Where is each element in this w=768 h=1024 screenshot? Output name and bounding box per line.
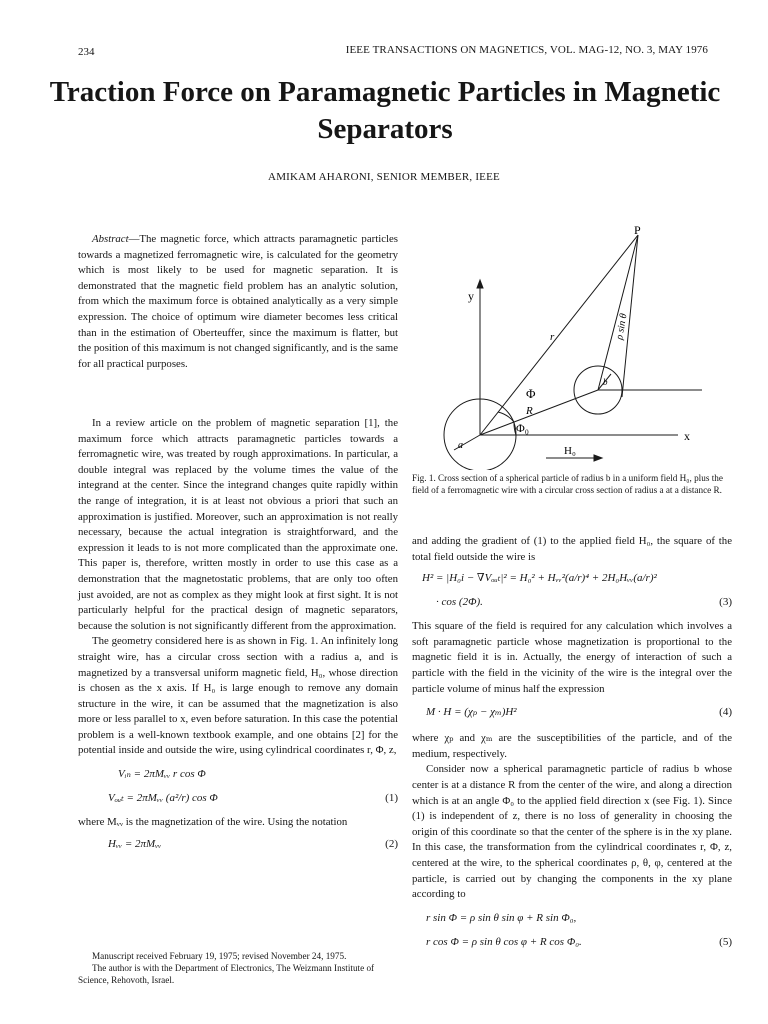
- abstract: [78, 232, 398, 372]
- equation-1a-expr: Vᵢₙ = 2πMᵥᵥ r cos Φ: [118, 768, 206, 781]
- left-column: [78, 416, 398, 861]
- equation-5b: [412, 935, 732, 955]
- equation-4: [412, 705, 732, 725]
- equation-2: [78, 837, 398, 857]
- footnote-received: Manuscript received February 19, 1975; revised November 24, 1975.: [92, 951, 347, 961]
- equation-3b: [412, 595, 732, 615]
- equation-1-number: (1): [385, 792, 398, 805]
- equation-2-expr: Hᵥᵥ = 2πMᵥᵥ: [108, 837, 162, 850]
- journal-header: IEEE TRANSACTIONS ON MAGNETICS, VOL. MAG-12, NO. 3, MAY 1976: [345, 44, 708, 56]
- equation-3a-expr: H² = |H₀i − ∇Vₒᵤₜ|² = H₀² + Hᵥᵥ²(a/r)⁴ + 2H₀Hᵥᵥ(a/r)²: [422, 572, 657, 585]
- left-paragraph-3: where Mᵥᵥ is the magnetization of the wire. Using the notation: [78, 816, 348, 829]
- author-line: AMIKAM AHARONI, SENIOR MEMBER, IEEE: [268, 171, 500, 183]
- label-x: x: [684, 429, 690, 443]
- label-h0: H₀: [564, 445, 576, 457]
- figure-1-caption: Fig. 1. Cross section of a spherical particle of radius b in a uniform field H₀, plus the field of a ferromagnetic wire with a circular cross section of radius a at a distance R.: [412, 473, 723, 496]
- equation-5-number: (5): [719, 935, 732, 948]
- equation-1b: [78, 791, 398, 811]
- equation-1b-expr: Vₒᵤₜ = 2πMᵥᵥ (a²/r) cos Φ: [108, 792, 218, 805]
- equation-3a: [412, 571, 732, 591]
- right-paragraph-1: and adding the gradient of (1) to the applied field H₀, the square of the total field outside the wire is: [412, 535, 732, 563]
- label-r: r: [550, 331, 555, 343]
- label-p: P: [634, 223, 641, 237]
- abstract-text: —The magnetic force, which attracts paramagnetic particles towards a magnetized ferromagnetic wire, is calculated for the geometry which is most likely to be used for magnetic separation. It is demonstrated that the magnetic field problem has an analytic solution, from which the maximum force is obtained analytically as a very simple expression. The choice of optimum wire diameter becomes less critical than in the estimation of Oberteuffer, since the maximum is flatter, but the position of this maximum is not changed significantly, and is the same for all practical purposes.: [78, 233, 398, 370]
- left-paragraph-2: The geometry considered here is as shown in Fig. 1. An infinitely long straight wire, has a circular cross section with a radius a, and is magnetized by a transversal uniform magnetic field, H₀, whose direction is chosen as the x axis. If H₀ is large enough to remove any domain structure in the wire, it can be assumed that the magnetization is also more or less parallel to x, even before saturation. In this case the potential problem is a well-known textbook example, and one obtains [2] for the potential inside and outside the wire, using cylindrical coordinates r, Φ, z,: [78, 635, 398, 757]
- page-number: 234: [78, 46, 95, 58]
- equation-3-number: (3): [719, 596, 732, 609]
- label-a: a: [458, 440, 463, 451]
- label-R: R: [526, 405, 533, 417]
- left-paragraph-1: In a review article on the problem of magnetic separation [1], the maximum force which attracts paramagnetic particles towards a ferromagnetic wire, was treated by rough approximations. In particular, a double integral was replaced by the volume times the value of the integrand at the center. Since the integrand changes quite rapidly within the range of integration, it is at least not obvious a priori that such an approximation is justified. Moreover, such an approximation is not really necessary, because the actual integration is straightforward, and the expression it leads to is not more complicated than the approximate one. This paper is, therefore, written mostly in order to use this case as a demonstration that the magnetostatic problems, that are only too often just avoided, are not as complex as they might look at first sight. It is not particularly helpful for the practical design of magnetic separators, because the solution is not significantly different from the approximation.: [78, 417, 398, 632]
- label-rho-sin-theta: ρ sin θ: [614, 312, 630, 341]
- right-paragraph-4: Consider now a spherical paramagnetic particle of radius b whose center is at a distance R from the center of the wire, and along a direction which is at an angle Φ₀ to the applied field direction x (see Fig. 1). Since (1) is independent of z, there is no loss of generality in choosing the origin of this coordinate so that the center of the sphere is in the xy plane. In this case, the transformation from the cylindrical coordinates r, Φ, z, centered at the wire, to the spherical coordinates ρ, θ, φ, centered at the particle, is carried out by changing the components in the xy plane according to: [412, 763, 732, 901]
- label-b: b: [603, 377, 608, 387]
- y-axis-arrow: [477, 280, 483, 288]
- equation-4-number: (4): [719, 706, 732, 719]
- equation-1a: [78, 767, 398, 787]
- equation-5a-expr: r sin Φ = ρ sin θ sin φ + R sin Φ₀,: [426, 911, 577, 924]
- label-phi: Φ: [526, 386, 536, 401]
- footnote: [78, 950, 398, 987]
- label-y: y: [468, 289, 474, 303]
- paper-title: Traction Force on Paramagnetic Particles in Magnetic Separators: [49, 76, 721, 145]
- figure-1-diagram: [410, 222, 740, 470]
- equation-4-expr: M · H = (χₚ − χₘ)H²: [426, 706, 517, 719]
- right-paragraph-2: This square of the field is required for any calculation which involves a soft paramagnetic particle whose magnetization is proportional to the magnetic field it is in. Actually, the energy of interaction of such a particle with the field in the vicinity of the wire is the integral over the particle volume of minus half the expression: [412, 620, 732, 695]
- equation-2-number: (2): [385, 837, 398, 850]
- figure-1: [410, 222, 740, 470]
- label-phi0: Φ₀: [516, 421, 529, 435]
- right-column: [412, 534, 732, 959]
- footnote-affiliation: The author is with the Department of Electronics, The Weizmann Institute of Science, Rehovoth, Israel.: [78, 963, 375, 986]
- right-paragraph-3: where χₚ and χₘ are the susceptibilities of the particle, and of the medium, respectively.: [412, 732, 732, 760]
- equation-5b-expr: r cos Φ = ρ sin θ cos φ + R cos Φ₀.: [426, 935, 582, 948]
- abstract-label: Abstract: [92, 233, 129, 245]
- equation-3b-expr: · cos (2Φ).: [436, 596, 483, 609]
- equation-5a: [412, 911, 732, 931]
- h0-arrow-head: [594, 455, 602, 461]
